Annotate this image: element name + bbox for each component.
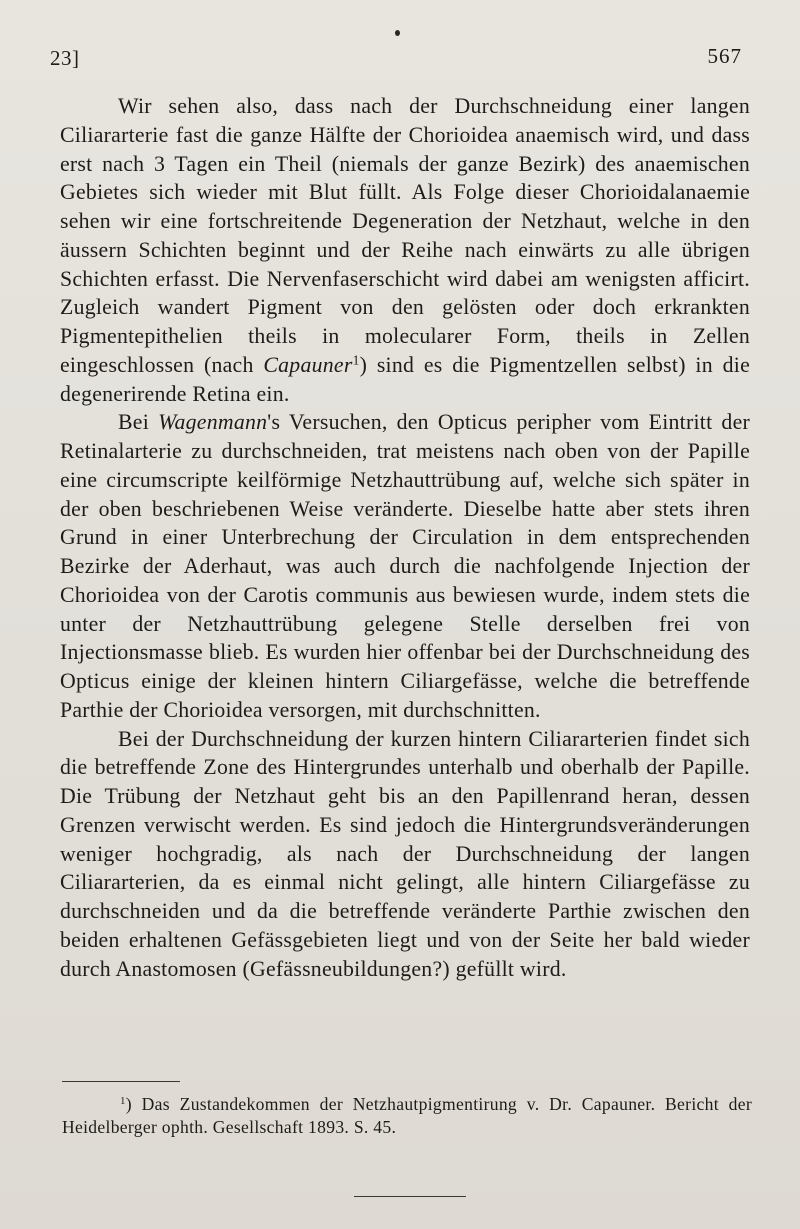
- author-name-wagenmann: Wagenmann: [158, 410, 268, 435]
- footnote: [62, 1093, 752, 1139]
- paragraph-3: Bei der Durchschneidung der kurzen hintern Ciliararterien findet sich die betreffende Zone des Hintergrundes unterhalb und oberhalb der Papille. Die Trübung der Netzhaut geht bis an den Papillenrand heran, dessen Grenzen verwischt werden. Es sind jedoch die Hintergrundsveränderungen weniger hochgradig, als nach der Durchschneidung der langen Ciliararterien, da es einmal nicht gelingt, alle hintern Ciliargefässe zu durchschneiden und da die betreffende veränderte Parthie zwischen den beiden erhaltenen Gefässgebieten liegt und von der Seite her bald wieder durch Anastomosen (Gefässneubildungen?) gefüllt wird.: [60, 726, 750, 981]
- paragraph-2: [60, 408, 750, 724]
- paragraph-1: [60, 92, 750, 408]
- ink-mark: [395, 30, 400, 36]
- section-number: 23]: [50, 46, 80, 70]
- footnote-text: ) Das Zustandekommen der Netzhautpigmentirung v. Dr. Capauner. Bericht der Heidelberger ophth. Gesellschaft 1893. S. 45.: [62, 1094, 752, 1137]
- footnote-reference: 1: [352, 352, 360, 368]
- body-text: [60, 92, 750, 983]
- footnote-divider: [62, 1081, 180, 1082]
- paragraph-1-text-a: Wir sehen also, dass nach der Durchschneidung einer langen Ciliararterie fast die ganze Hälfte der Chorioidea anaemisch wird, und dass erst nach 3 Tagen ein Theil (niemals der ganze Bezirk) des anaemischen Gebietes sich wieder mit Blut füllt. Als Folge dieser Chorioidalanaemie sehen wir eine fortschreitende Degeneration der Netzhaut, welche in den äussern Schichten beginnt und der Reihe nach einwärts zu alle übrigen Schichten erfasst. Die Nervenfaserschicht wird dabei am wenigsten afficirt. Zugleich wandert Pigment von den gelösten oder doch erkrankten Pigmentepithelien theils in molecularer Form, theils in Zellen eingeschlossen (nach: [60, 94, 750, 377]
- bottom-divider: [354, 1196, 466, 1197]
- footnote-paragraph: [62, 1093, 752, 1139]
- page-number: 567: [707, 44, 742, 68]
- paragraph-2-text-b: 's Versuchen, den Opticus peripher vom Eintritt der Retinalarterie zu durchschneiden, trat meistens nach oben von der Papille eine circumscripte keilförmige Netzhauttrübung auf, welche sich später in der oben beschriebenen Weise veränderte. Dieselbe hatte aber stets ihren Grund in einer Unterbrechung der Circulation in dem entsprechenden Bezirke der Aderhaut, was auch durch die nachfolgende Injection der Chorioidea von der Carotis communis aus bewiesen wurde, indem stets die unter der Netzhauttrübung gelegene Stelle derselben frei von Injectionsmasse blieb. Es wurden hier offenbar bei der Durchschneidung des Opticus einige der kleinen hintern Ciliargefässe, welche die betreffende Parthie der Chorioidea versorgen, mit durchschnitten.: [60, 410, 751, 722]
- footnote-marker: 1: [120, 1095, 126, 1107]
- paragraph-1-text-b: ) sind es die Pigmentzellen selbst) in die degenerirende Retina ein.: [60, 352, 750, 406]
- author-name-capauner: Capauner: [263, 352, 353, 377]
- paragraph-2-text-a: Bei: [118, 410, 159, 435]
